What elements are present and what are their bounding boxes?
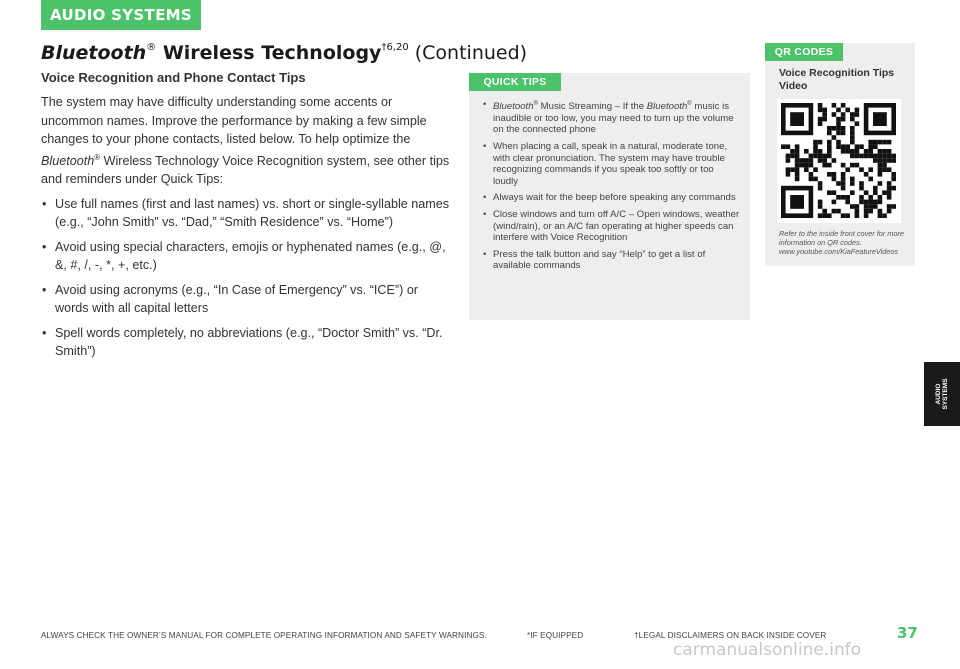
quick-tips-panel: [469, 73, 750, 320]
intro-registered-mark: ®: [94, 152, 101, 162]
qr-note: Refer to the inside front cover for more information on QR codes. www.youtube.com/KiaFeatureVideos: [779, 229, 904, 256]
intro-text: The system may have difficulty understanding some accents or uncommon names. Improve the performance by making a few simple changes to your phone contacts, listed below. To help optimize the: [41, 95, 427, 146]
list-item: • Always wait for the beep before speaking any commands: [481, 192, 741, 204]
brand-text: Bluetooth: [646, 101, 688, 113]
section-subheading: Voice Recognition and Phone Contact Tips: [41, 70, 306, 85]
title-registered-mark: ®: [146, 42, 157, 53]
main-content: [41, 70, 455, 367]
watermark: carmanualsonline.info: [673, 640, 862, 660]
tips-list: [41, 195, 455, 361]
quick-tips-list: [481, 99, 741, 277]
title-main: Wireless Technology: [156, 42, 382, 64]
title-continued: (Continued): [408, 42, 528, 64]
page-number: 37: [897, 624, 918, 642]
qr-codes-panel: [765, 43, 915, 266]
registered-mark: ®: [687, 101, 692, 107]
list-item: • When placing a call, speak in a natural, moderate tone, with clear pronunciation. The system may have trouble recognizing commands if you speak too softly or too loudly: [481, 141, 741, 187]
list-item: • Press the talk button and say “Help” to get a list of available commands: [481, 249, 741, 272]
page-title: [41, 42, 527, 64]
qr-code-icon[interactable]: [777, 99, 901, 223]
list-item: • Close windows and turn off A/C – Open windows, weather (wind/rain), or an A/C fan operating at higher speeds can interfere with Voice Recognition: [481, 209, 741, 244]
brand-text: Bluetooth: [493, 101, 534, 113]
section-tab: AUDIO SYSTEMS: [41, 0, 201, 30]
footer-warning: ALWAYS CHECK THE OWNER’S MANUAL FOR COMPLETE OPERATING INFORMATION AND SAFETY WARNINGS.: [41, 631, 487, 640]
title-superscript: †6,20: [381, 42, 409, 53]
intro-brand: Bluetooth: [41, 153, 95, 168]
qr-code-graphic: [777, 99, 901, 223]
qr-codes-tag: QR CODES: [765, 43, 843, 61]
intro-text-end: Wireless Technology Voice Recognition system, see other tips and reminders under Quick Tips:: [41, 153, 450, 187]
qr-title: Voice Recognition Tips Video: [779, 67, 895, 92]
registered-mark: ®: [533, 101, 538, 107]
quick-tips-tag: QUICK TIPS: [469, 73, 561, 91]
side-tab-label: AUDIO SYSTEMS: [935, 378, 949, 410]
side-section-tab[interactable]: [924, 362, 960, 426]
list-item: • Avoid using special characters, emojis or hyphenated names (e.g., @, &, #, /, -, *, +, etc.): [41, 238, 455, 275]
tip-text: Music Streaming – If the: [537, 101, 647, 113]
list-item: • Avoid using acronyms (e.g., “In Case of Emergency” vs. “ICE”) or words with all capital letters: [41, 281, 455, 318]
footer-equipped: *IF EQUIPPED: [527, 631, 584, 640]
list-item: • Use full names (first and last names) vs. short or single-syllable names (e.g., “John Smith” vs. “Dad,” “Smith Residence” vs. “Home”): [41, 195, 455, 232]
list-item: [481, 99, 741, 136]
title-brand: Bluetooth: [41, 42, 147, 64]
footer-legal: †LEGAL DISCLAIMERS ON BACK INSIDE COVER: [634, 631, 827, 640]
tip-text: music is inaudible or too low, you may need to turn up the volume on the connected phone: [493, 101, 734, 136]
intro-paragraph: [41, 93, 455, 189]
list-item: • Spell words completely, no abbreviations (e.g., “Doctor Smith” vs. “Dr. Smith”): [41, 324, 455, 361]
